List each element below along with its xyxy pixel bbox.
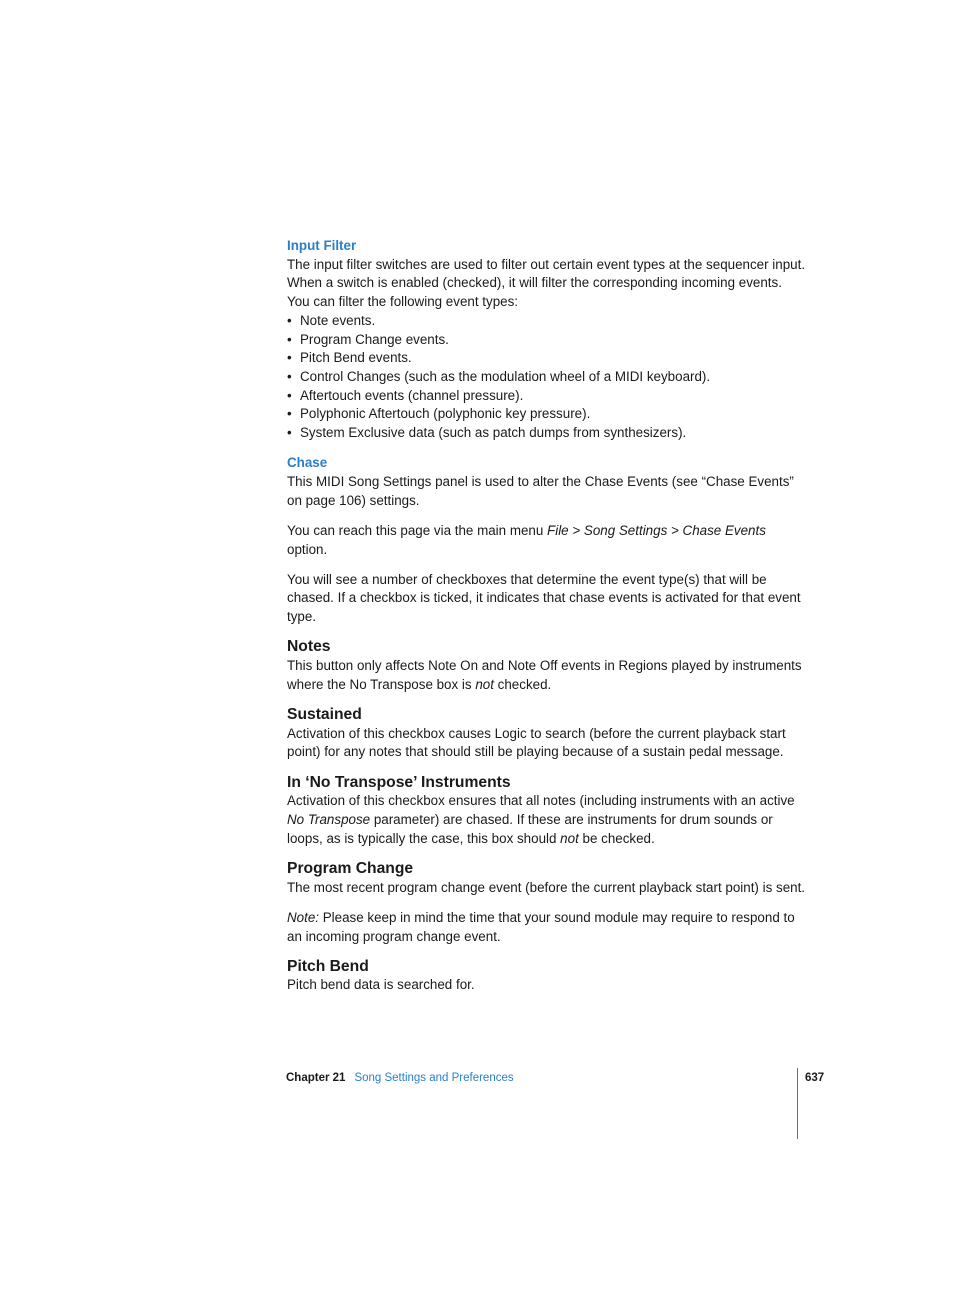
no-transpose-text: Activation of this checkbox ensures that all notes (including instruments with an active No Transpose parameter) are chased. If these are instruments for drum sounds or loops, as is typically the case, this box should not be checked. [287, 793, 795, 846]
chapter-title: Song Settings and Preferences [354, 1072, 514, 1084]
chase-paragraph-2: You can reach this page via the main menu File > Song Settings > Chase Events option. [287, 522, 766, 557]
list-item: • Control Changes (such as the modulation wheel of a MIDI keyboard). [287, 368, 807, 387]
event-type-list [287, 312, 807, 443]
list-item: • Pitch Bend events. [287, 349, 807, 368]
program-change-text: The most recent program change event (before the current playback start point) is sent. [287, 879, 806, 895]
note-label: Note: [287, 909, 320, 925]
chapter-label: Chapter 21 [286, 1072, 346, 1084]
no-transpose-heading: In ‘No Transpose’ Instruments [287, 773, 511, 791]
chase-heading: Chase [287, 455, 328, 471]
sustained-heading: Sustained [287, 705, 362, 723]
list-item: • Polyphonic Aftertouch (polyphonic key pressure). [287, 405, 807, 424]
chase-paragraph-3: You will see a number of checkboxes that determine the event type(s) that will be chased. If a checkbox is ticked, it indicates that chase events is activated for that event type. [287, 571, 801, 625]
input-filter-intro: The input filter switches are used to filter out certain event types at the sequencer input. When a switch is enabled (checked), it will filter the corresponding incoming events. You can filter the following event types: [287, 256, 806, 310]
program-change-heading: Program Change [287, 859, 414, 877]
notes-heading: Notes [287, 638, 331, 656]
program-change-note: Note: Please keep in mind the time that your sound module may require to respond to an incoming program change event. [287, 909, 795, 944]
input-filter-heading: Input Filter [287, 238, 357, 253]
menu-path: File > Song Settings > Chase Events [547, 522, 766, 538]
chase-paragraph-1: This MIDI Song Settings panel is used to alter the Chase Events (see “Chase Events” on page 106) settings. [287, 473, 794, 508]
list-item: • System Exclusive data (such as patch dumps from synthesizers). [287, 424, 807, 443]
page-number: 637 [805, 1072, 825, 1084]
page-footer [286, 1070, 514, 1086]
page-content [287, 237, 807, 995]
notes-text: This button only affects Note On and Note Off events in Regions played by instruments where the No Transpose box is not checked. [287, 658, 802, 692]
pitch-bend-text: Pitch bend data is searched for. [287, 977, 475, 993]
list-item: • Aftertouch events (channel pressure). [287, 387, 807, 406]
list-item: • Note events. [287, 312, 807, 331]
list-item: • Program Change events. [287, 331, 807, 350]
footer-divider [797, 1068, 798, 1139]
pitch-bend-heading: Pitch Bend [287, 957, 369, 975]
sustained-text: Activation of this checkbox causes Logic to search (before the current playback start point) for any notes that should still be playing because of a sustain pedal message. [287, 725, 786, 760]
